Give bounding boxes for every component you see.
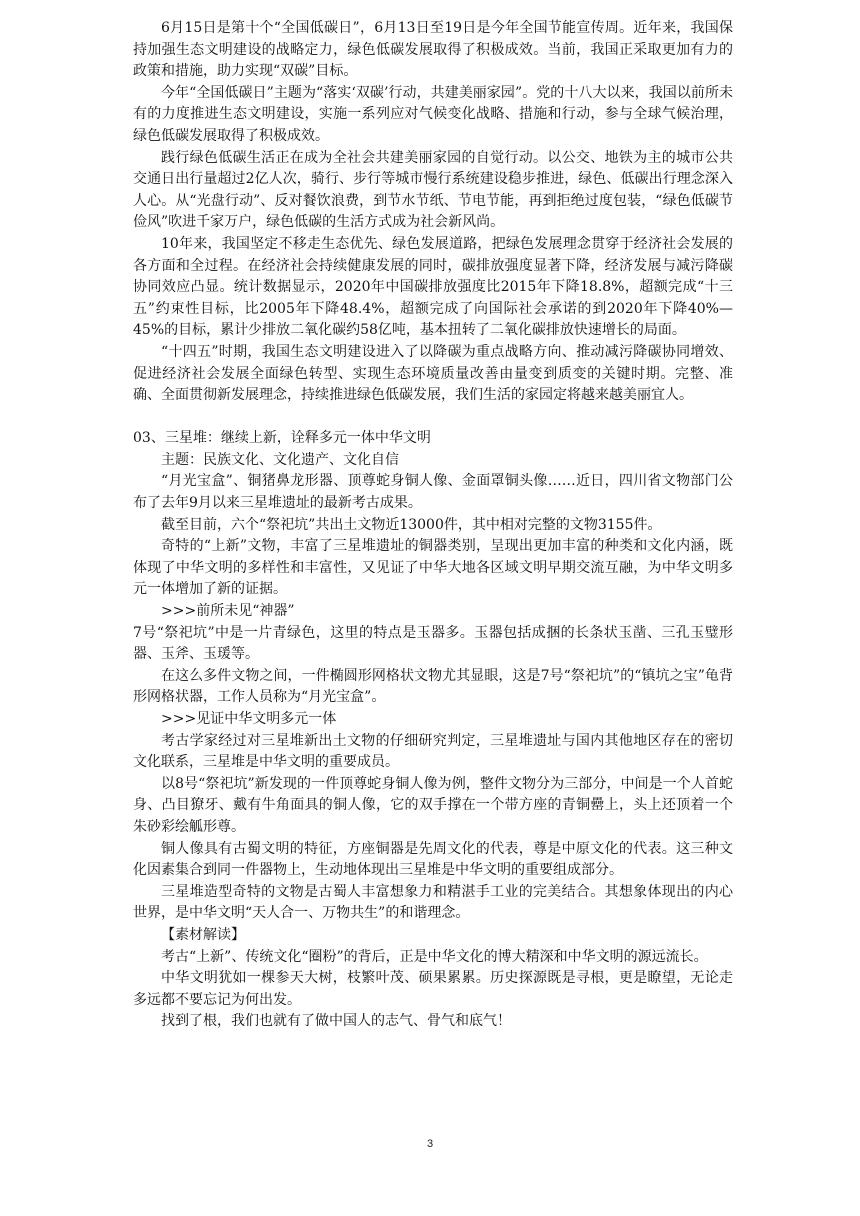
paragraph: 奇特的“上新”文物，丰富了三星堆遗址的铜器类别，呈现出更加丰富的种类和文化内涵，既体现了中华文明的多样性和丰富性，又见证了中华大地各区域文明早期交流互融，为中华文明多元一体增加了新的证据。 xyxy=(133,538,733,598)
paragraph: 6月15日是第十个“全国低碳日”，6月13日至19日是今年全国节能宣传周。近年来，我国保持加强生态文明建设的战略定力，绿色低碳发展取得了积极成效。当前，我国正采取更加有力的政策和措施，助力实现“双碳”目标。 xyxy=(133,20,733,80)
material-interpretation-label: 【素材解读】 xyxy=(161,926,245,943)
paragraph: 10年来，我国坚定不移走生态优先、绿色发展道路，把绿色发展理念贯穿于经济社会发展的各方面和全过程。在经济社会持续健康发展的同时，碳排放强度显著下降，经济发展与减污降碳协同效应凸显。统计数据显示，2020年中国碳排放强度比2015年下降18.8%，超额完成“十三五”约束性目标，比2005年下降48.4%，超额完成了向国际社会承诺的到2020年下降40%—45%的目标，累计少排放二氧化碳约58亿吨，基本扭转了二氧化碳排放快速增长的局面。 xyxy=(133,235,733,339)
paragraph: 找到了根，我们也就有了做中国人的志气、骨气和底气！ xyxy=(161,1013,511,1030)
paragraph: 以8号“祭祀坑”新发现的一件顶尊蛇身铜人像为例，整件文物分为三部分，中间是一个人首蛇身、凸目獠牙、戴有牛角面具的铜人像，它的双手撑在一个带方座的青铜罍上，头上还顶着一个朱砂彩绘觚形尊。 xyxy=(133,775,733,835)
section-spacer xyxy=(133,407,733,429)
paragraph: 三星堆造型奇特的文物是古蜀人丰富想象力和精湛手工业的完美结合。其想象体现出的内心世界，是中华文明“天人合一、万物共生”的和谐理念。 xyxy=(133,883,733,922)
section-heading: 03、三星堆：继续上新，诠释多元一体中华文明 xyxy=(133,430,431,447)
paragraph: 7号“祭祀坑”中是一片青绿色，这里的特点是玉器多。玉器包括成捆的长条状玉凿、三孔玉璧形器、玉斧、玉瑗等。 xyxy=(133,624,733,663)
paragraph: 中华文明犹如一棵参天大树，枝繁叶茂、硕果累累。历史探源既是寻根，更是瞭望，无论走多远都不要忘记为何出发。 xyxy=(133,970,733,1008)
paragraph: 践行绿色低碳生活正在成为全社会共建美丽家园的自觉行动。以公交、地铁为主的城市公共交通日出行量超过2亿人次，骑行、步行等城市慢行系统建设稳步推进，绿色、低碳出行理念深入人心。从“光盘行动”、反对餐饮浪费，到节水节纸、节电节能，再到拒绝过度包装，“绿色低碳节俭风”吹进千家万户，绿色低碳的生活方式成为社会新风尚。 xyxy=(133,149,733,231)
paragraph: 今年“全国低碳日”主题为“落实‘双碳’行动，共建美丽家园”。党的十八大以来，我国以前所未有的力度推进生态文明建设，实施一系列应对气候变化战略、措施和行动，参与全球气候治理，绿色低碳发展取得了积极成效。 xyxy=(133,84,733,144)
page-number: 3 xyxy=(426,1138,434,1150)
paragraph: “十四五”时期，我国生态文明建设进入了以降碳为重点战略方向、推动减污降碳协同增效、促进经济社会发展全面绿色转型、实现生态环境质量改善由量变到质变的关键时期。完整、准确、全面贯彻新发展理念，持续推进绿色低碳发展，我们生活的家园定将越来越美丽宜人。 xyxy=(133,343,733,404)
paragraph: 截至目前，六个“祭祀坑”共出土文物近13000件，其中相对完整的文物3155件。 xyxy=(161,516,662,533)
paragraph: 在这么多件文物之间，一件椭圆形网格状文物尤其显眼，这是7号“祭祀坑”的“镇坑之宝”龟背形网格状器，工作人员称为“月光宝盒”。 xyxy=(133,667,733,706)
subheading: >>>见证中华文明多元一体 xyxy=(161,711,337,727)
paragraph: 考古学家经过对三星堆新出土文物的仔细研究判定，三星堆遗址与国内其他地区存在的密切文化联系，三星堆是中华文明的重要成员。 xyxy=(133,732,733,771)
page-body xyxy=(133,18,733,1033)
section-sanxingdui xyxy=(133,428,733,1033)
paragraph: 铜人像具有古蜀文明的特征，方座铜器是先周文化的代表，尊是中原文化的代表。这三种文化因素集合到同一件器物上，生动地体现出三星堆是中华文明的重要组成部分。 xyxy=(133,840,733,879)
paragraph: “月光宝盒”、铜猪鼻龙形器、顶尊蛇身铜人像、金面罩铜头像……近日，四川省文物部门公布了去年9月以来三星堆遗址的最新考古成果。 xyxy=(133,473,733,512)
section-low-carbon xyxy=(133,18,733,407)
paragraph: 考古“上新”、传统文化“圈粉”的背后，正是中华文化的博大精深和中华文明的源远流长。 xyxy=(161,948,708,965)
theme-line: 主题：民族文化、文化遗产、文化自信 xyxy=(161,451,399,468)
subheading: >>>前所未见“神器” xyxy=(161,603,295,620)
